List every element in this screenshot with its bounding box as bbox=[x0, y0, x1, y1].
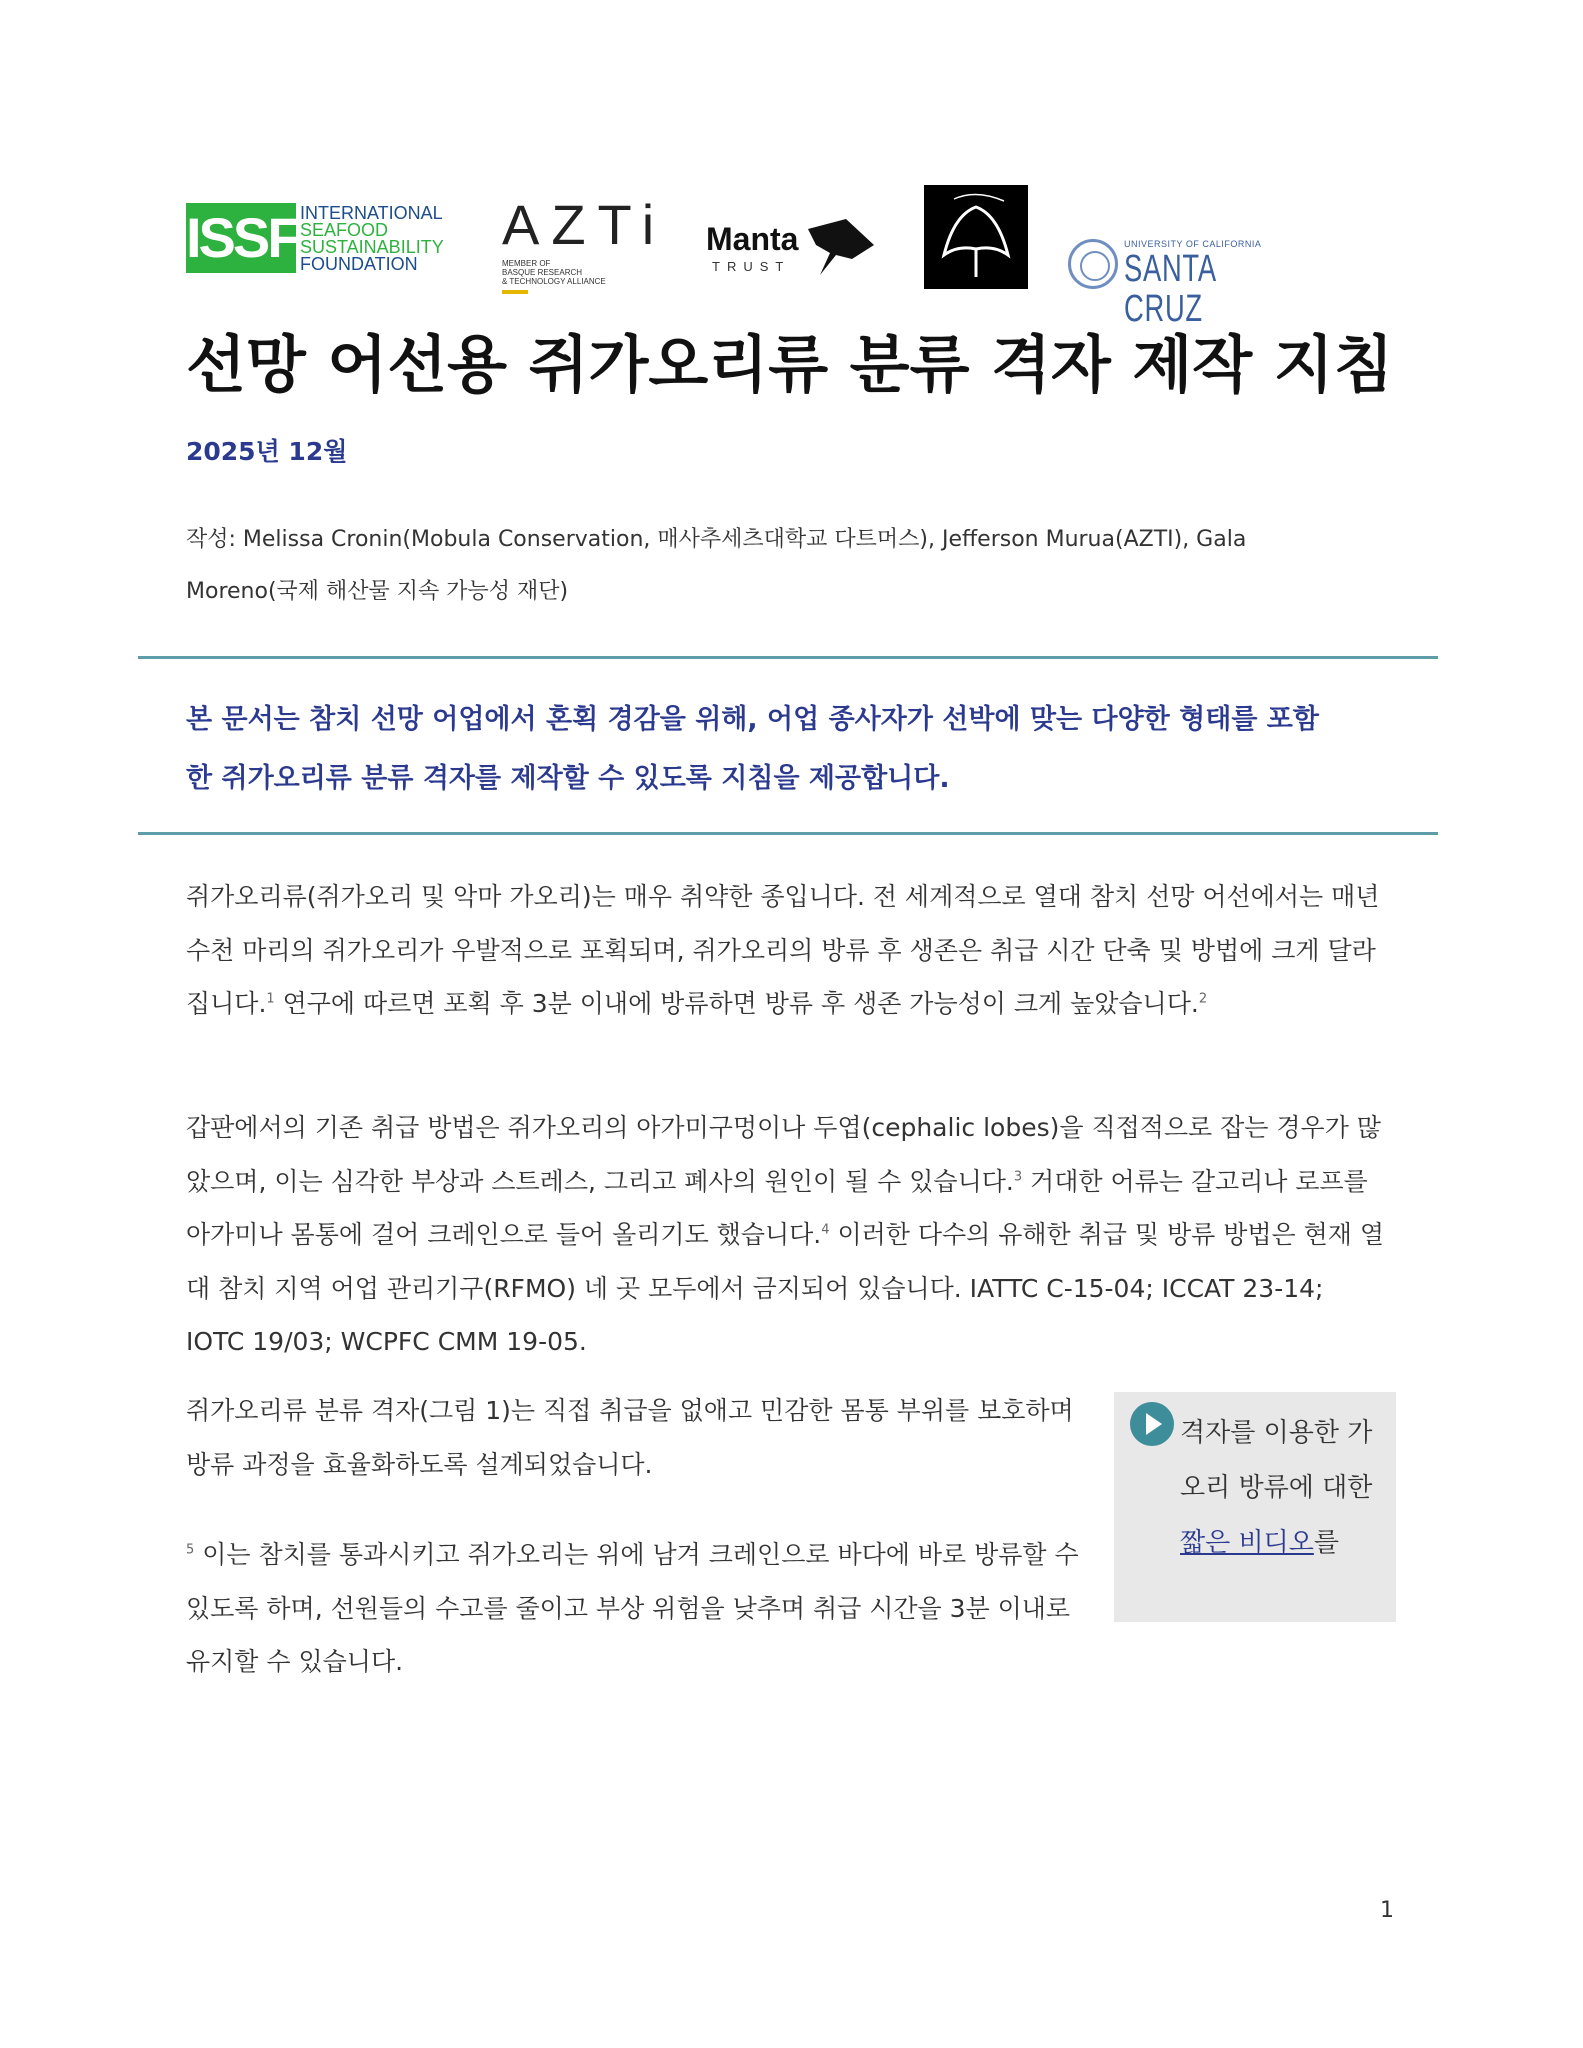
paragraph-1: 쥐가오리류(쥐가오리 및 악마 가오리)는 매우 취약한 종입니다. 전 세계적으로 열대 참치 선망 어선에서는 매년 수천 마리의 쥐가오리가 우발적으로 포획되며, 쥐가오리의 방류 후 생존은 취급 시간 단축 및 방법에 크게 달라집니다.$^1$ 연구에 따르면 포획 후 3분 이내에 방류하면 방류 후 생존 가능성이 크게 높았습니다.$^2$ bbox=[186, 882, 1380, 1018]
footnote-ref-5[interactable]: 5 bbox=[186, 1542, 195, 1558]
authors-line: 작성: Melissa Cronin(Mobula Conservation, 매사추세츠대학교 다트머스), Jefferson Murua(AZTI), Gala Moreno(국제 해산물 지속 가능성 재단) bbox=[186, 527, 1247, 604]
manta-wordmark: Manta bbox=[706, 221, 799, 257]
summary-statement: 본 문서는 참치 선망 어업에서 혼획 경감을 위해, 어업 종사자가 선박에 맞는 다양한 형태를 포함한 쥐가오리류 분류 격자를 제작할 수 있도록 지침을 제공합니다. bbox=[186, 704, 1319, 794]
azti-subtitle: MEMBER OF BASQUE RESEARCH & TECHNOLOGY ALLIANCE bbox=[502, 259, 606, 286]
summary-divider-bottom bbox=[138, 832, 1438, 835]
azti-wordmark: AZTi bbox=[502, 193, 667, 256]
mobula-ray-icon bbox=[924, 185, 1028, 289]
paragraph-2: 갑판에서의 기존 취급 방법은 쥐가오리의 아가미구멍이나 두엽(cephalic lobes)을 직접적으로 잡는 경우가 많았으며, 이는 심각한 부상과 스트레스, 그리고 폐사의 원인이 될 수 있습니다.$^3$ 거대한 어류는 갈고리나 로프를 아가미나 몸통에 걸어 크레인으로 들어 올리기도 했습니다.$^4$ 이러한 다수의 유해한 취급 및 방류 방법은 현재 열대 참치 지역 어업 관리기구(RFMO) 네 곳 모두에서 금지되어 있습니다. IATTC C-15-04; ICCAT 23-14; IOTC 19/03; WCPFC CMM 19-05. bbox=[186, 1113, 1385, 1356]
paragraph-3: 쥐가오리류 분류 격자(그림 1)는 직접 취급을 없애고 민감한 몸통 부위를 보호하며 방류 과정을 효율화하도록 설계되었습니다. bbox=[186, 1396, 1074, 1479]
logo-row bbox=[186, 185, 1296, 330]
mobula-conservation-logo bbox=[924, 185, 1028, 289]
summary-divider-top bbox=[138, 656, 1438, 659]
footnote-ref-3[interactable]: 3 bbox=[1013, 1169, 1023, 1185]
manta-ray-icon bbox=[806, 215, 876, 279]
issf-wordmark: INTERNATIONAL SEAFOOD SUSTAINABILITY FOUNDATION bbox=[300, 203, 444, 274]
ucsc-seal-icon bbox=[1068, 239, 1118, 289]
footnote-ref-4[interactable]: 4 bbox=[821, 1222, 830, 1238]
short-video-link[interactable]: 짧은 비디오 bbox=[1180, 1528, 1314, 1558]
video-callout bbox=[1114, 1392, 1396, 1622]
issf-logo bbox=[186, 203, 456, 277]
ucsc-wordmark: SANTA CRUZ bbox=[1124, 248, 1216, 330]
play-icon[interactable] bbox=[1130, 1402, 1174, 1446]
manta-trust-subtitle: TRUST bbox=[712, 259, 791, 274]
document-title: 선망 어선용 쥐가오리류 분류 격자 제작 지침 bbox=[186, 328, 1394, 401]
publication-date: 2025년 12월 bbox=[186, 437, 348, 466]
footnote-ref-2[interactable]: 2 bbox=[1198, 991, 1208, 1007]
ucsc-university-label: UNIVERSITY OF CALIFORNIA bbox=[1124, 239, 1262, 249]
video-callout-text: 격자를 이용한 가오리 방류에 대한 짧은 비디오를 bbox=[1180, 1418, 1373, 1558]
manta-trust-logo bbox=[706, 215, 876, 285]
footnote-ref-1[interactable]: 1 bbox=[266, 991, 275, 1007]
page-number: 1 bbox=[1380, 1898, 1394, 1923]
ucsc-logo bbox=[1068, 235, 1268, 330]
issf-mark: ISSF bbox=[186, 203, 296, 273]
paragraph-4: $^5$ 이는 참치를 통과시키고 쥐가오리는 위에 남겨 크레인으로 바다에 바로 방류할 수 있도록 하며, 선원들의 수고를 줄이고 부상 위험을 낮추며 취급 시간을 3분 이내로 유지할 수 있습니다. bbox=[186, 1540, 1079, 1676]
azti-logo bbox=[502, 193, 667, 287]
azti-accent-bar bbox=[502, 290, 528, 294]
